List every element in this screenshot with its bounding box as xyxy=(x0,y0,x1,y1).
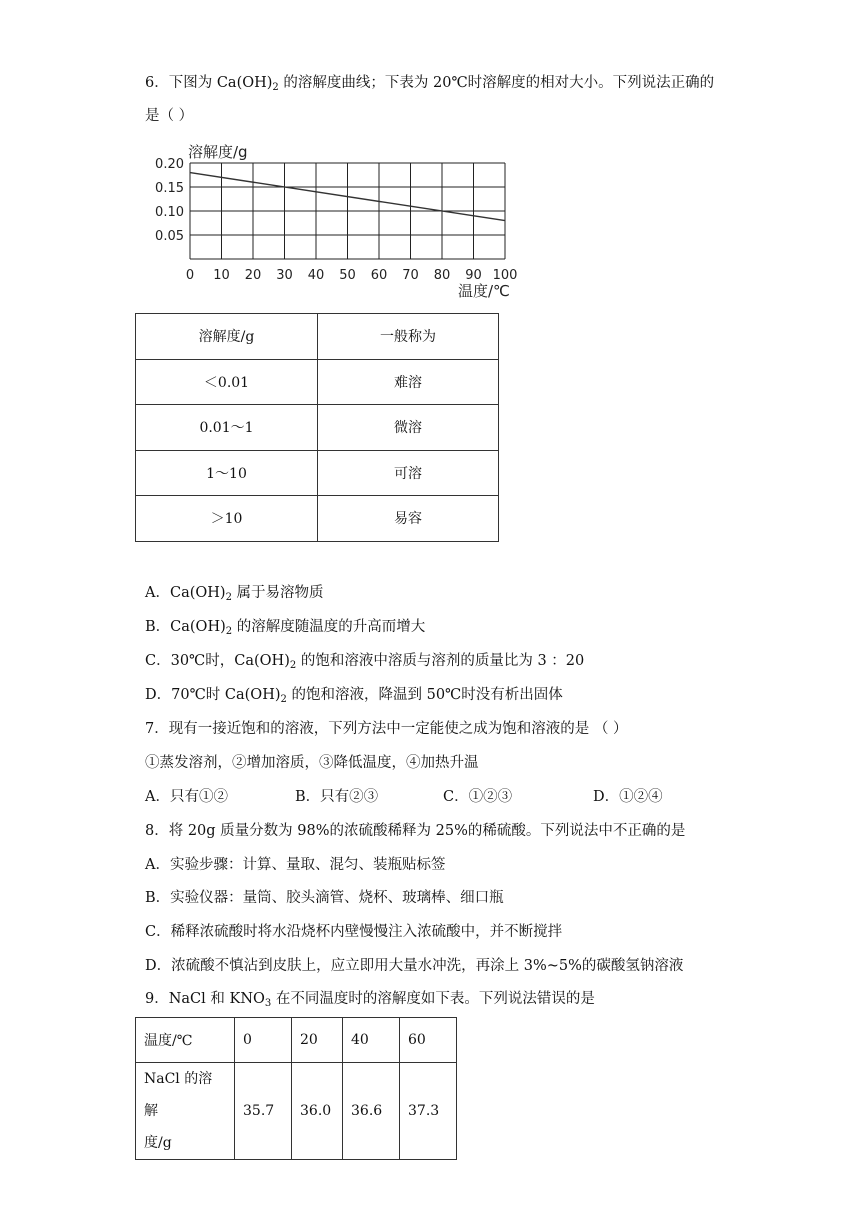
q8-option-d: D．浓硫酸不慎沾到皮肤上，应立即用大量水冲洗，再涂上 3%~5%的碳酸氢钠溶液 xyxy=(145,958,684,974)
table-cell: 0 xyxy=(235,1018,292,1063)
table-row xyxy=(136,450,499,496)
option-text: B．Ca(OH) xyxy=(145,619,226,635)
option-text: 的饱和溶液中溶质与溶剂的质量比为 3 ：20 xyxy=(296,653,585,669)
q7-methods: ①蒸发溶剂，②增加溶质，③降低温度，④加热升温 xyxy=(145,755,479,771)
table-header-row xyxy=(136,314,499,360)
x-tick-labels xyxy=(186,268,518,283)
cell-text: NaCl 的溶解 xyxy=(144,1071,213,1119)
q7-option-d: D．①②④ xyxy=(593,789,663,805)
table-cell: 微溶 xyxy=(318,405,499,451)
q9-stem-part: 9．NaCl 和 KNO xyxy=(145,991,265,1007)
subscript: 2 xyxy=(289,660,297,671)
table-row xyxy=(136,496,499,542)
table-cell: ＞10 xyxy=(136,496,318,542)
table-cell: 60 xyxy=(400,1018,457,1063)
q6-stem-line2: 是（ ） xyxy=(145,108,194,124)
q9-stem-part: 在不同温度时的溶解度如下表。下列说法错误的是 xyxy=(271,991,595,1007)
y-axis-label: 溶解度/g xyxy=(188,143,248,161)
table-row xyxy=(136,1063,457,1160)
q7-option-c: C．①②③ xyxy=(443,789,513,805)
x-tick-label: 60 xyxy=(370,268,388,283)
x-tick-label: 80 xyxy=(433,268,451,283)
q6-option-b xyxy=(145,617,425,642)
x-tick-label: 20 xyxy=(244,268,262,283)
x-tick-label: 70 xyxy=(402,268,419,283)
option-text: 的饱和溶液，降温到 50℃时没有析出固体 xyxy=(286,687,563,703)
table-row xyxy=(136,359,499,405)
subscript: 3 xyxy=(264,998,272,1009)
q9-stem xyxy=(145,989,595,1014)
y-tick-label: 0.05 xyxy=(155,229,184,244)
y-tick-label: 0.15 xyxy=(155,181,184,196)
table-cell: 36.0 xyxy=(292,1063,343,1160)
q6-stem-part: 的溶解度曲线；下表为 20℃时溶解度的相对大小。下列说法正确的 xyxy=(278,75,715,91)
cell-text: 度/g xyxy=(144,1135,172,1151)
q8-option-c: C．稀释浓硫酸时将水沿烧杯内壁慢慢注入浓硫酸中，并不断搅拌 xyxy=(145,924,563,940)
q6-stem-line1 xyxy=(145,73,714,98)
x-tick-label: 30 xyxy=(276,268,293,283)
solubility-data-table xyxy=(135,1017,457,1160)
x-axis-label: 温度/℃ xyxy=(458,282,510,300)
option-text: D．70℃时 Ca(OH) xyxy=(145,687,281,703)
x-tick-label: 0 xyxy=(185,268,195,283)
subscript: 2 xyxy=(280,694,287,705)
q8-option-b: B．实验仪器：量筒、胶头滴管、烧杯、玻璃棒、细口瓶 xyxy=(145,890,504,906)
x-tick-label: 40 xyxy=(307,268,325,283)
y-tick-label: 0.20 xyxy=(155,157,184,172)
table-row xyxy=(136,405,499,451)
subscript: 2 xyxy=(225,626,233,637)
x-tick-label: 10 xyxy=(213,268,230,283)
table-cell: 0.01～1 xyxy=(136,405,318,451)
q8-option-a: A．实验步骤：计算、量取、混匀、装瓶贴标签 xyxy=(145,857,446,873)
q6-stem-part: 6．下图为 Ca(OH) xyxy=(145,75,273,91)
table-cell: 温度/℃ xyxy=(136,1018,235,1063)
table-cell: ＜0.01 xyxy=(136,359,318,405)
q7-stem: 7．现有一接近饱和的溶液，下列方法中一定能使之成为饱和溶液的是 （ ） xyxy=(145,721,628,737)
table-cell: 一般称为 xyxy=(318,314,499,360)
q8-stem: 8．将 20g 质量分数为 98%的浓硫酸稀释为 25%的稀硫酸。下列说法中不正确的是 xyxy=(145,823,686,839)
subscript: 2 xyxy=(225,592,232,603)
q6-option-c xyxy=(145,651,584,676)
q6-option-d xyxy=(145,685,563,710)
table-cell: 易容 xyxy=(318,496,499,542)
table-cell: 40 xyxy=(343,1018,400,1063)
option-text: 属于易溶物质 xyxy=(231,585,324,601)
table-cell: 1～10 xyxy=(136,450,318,496)
table-cell: 37.3 xyxy=(400,1063,457,1160)
solubility-chart xyxy=(150,140,530,300)
y-tick-label: 0.10 xyxy=(155,205,184,220)
subscript: 2 xyxy=(272,82,279,93)
table-cell: 35.7 xyxy=(235,1063,292,1160)
q7-option-b: B．只有②③ xyxy=(295,789,379,805)
option-text: C．30℃时，Ca(OH) xyxy=(145,653,290,669)
table-cell xyxy=(136,1063,235,1160)
solubility-classification-table xyxy=(135,313,499,542)
table-cell: 难溶 xyxy=(318,359,499,405)
table-row xyxy=(136,1018,457,1063)
q6-option-a xyxy=(145,583,324,608)
chart-grid xyxy=(190,163,505,259)
option-text: A．Ca(OH) xyxy=(145,585,226,601)
table-cell: 可溶 xyxy=(318,450,499,496)
table-cell: 36.6 xyxy=(343,1063,400,1160)
x-tick-label: 100 xyxy=(492,268,518,283)
x-tick-label: 90 xyxy=(465,268,482,283)
table-cell: 溶解度/g xyxy=(136,314,318,360)
y-tick-labels xyxy=(155,157,184,244)
table-cell: 20 xyxy=(292,1018,343,1063)
option-text: 的溶解度随温度的升高而增大 xyxy=(232,619,426,635)
q7-option-a: A．只有①② xyxy=(145,789,228,805)
x-tick-label: 50 xyxy=(339,268,356,283)
